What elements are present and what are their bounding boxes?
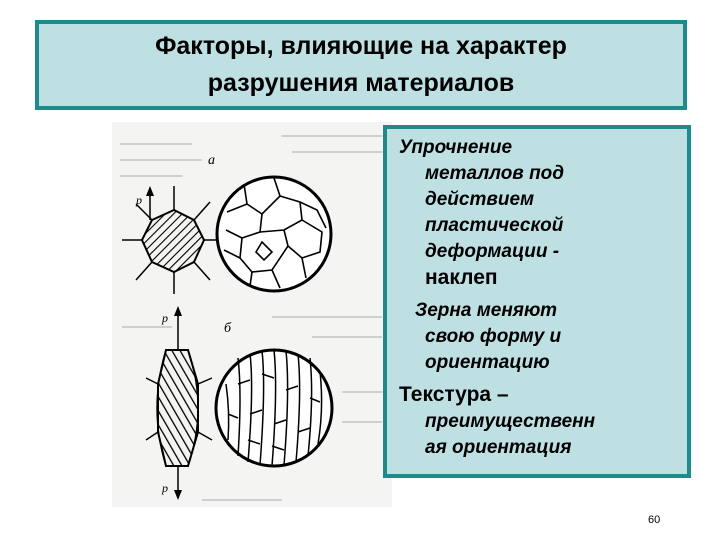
p1-line-1: Упрочнение: [399, 137, 513, 158]
p2-line-1: Зерна меняют: [415, 300, 558, 321]
elongated-grains-circle: [216, 350, 332, 466]
title-box: [35, 20, 687, 110]
p1-line-2: металлов под: [425, 163, 565, 184]
title-line-1: Факторы, влияющие на характер: [155, 32, 567, 60]
slide-title: [155, 28, 567, 102]
paragraph-grains: [399, 298, 679, 376]
force-label-upper: р: [136, 193, 142, 207]
equiaxed-grains-circle: [217, 177, 331, 291]
p3-line-3: ая ориентация: [425, 437, 572, 458]
force-label-bottom: р: [162, 481, 168, 495]
force-label-top: р: [162, 311, 168, 325]
text-box: [383, 125, 691, 478]
term-naklep: наклеп: [425, 266, 498, 289]
label-b: б: [224, 321, 232, 336]
term-tekstura: Текстура –: [399, 383, 509, 406]
p1-line-3: действием: [425, 189, 535, 210]
p3-line-2: преимущественн: [425, 411, 596, 432]
title-line-2: разрушения материалов: [207, 69, 515, 97]
deformation-figure: [112, 122, 392, 507]
p1-line-5: деформации -: [425, 241, 560, 262]
p2-line-3: ориентацию: [425, 352, 550, 373]
paragraph-hardening: [399, 135, 679, 292]
label-a: а: [208, 153, 215, 168]
slide-number: 60: [648, 514, 661, 526]
p2-line-2: свою форму и: [425, 326, 562, 347]
paragraph-texture: [399, 382, 679, 461]
p1-line-4: пластической: [425, 215, 564, 236]
